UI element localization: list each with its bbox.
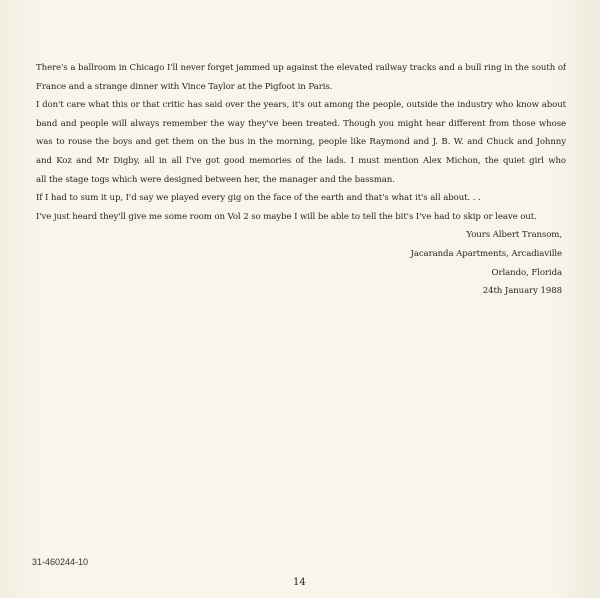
text-line: I don't care what this or that critic has said over the years, it's out among the people, outside the industry who know about [36, 100, 566, 111]
text-line: and Koz and Mr Digby, all in all I've got good memories of the lads. I must mention Alex Michon, the quiet girl who [36, 155, 566, 166]
catalog-number: 31-460244-10 [32, 557, 89, 567]
text-line: all the stage togs which were designed between her, the manager and the bassman. [36, 174, 395, 185]
letter-body [36, 59, 566, 301]
page-number: 14 [293, 577, 306, 588]
signature-city: Orlando, Florida [491, 267, 562, 278]
text-line: band and people will always remember the way they've been treated. Though you might hear different from those whose [36, 118, 566, 129]
signature-address: Jacaranda Apartments, Arcadiaville [410, 248, 562, 259]
text-line: was to rouse the boys and get them on the bus in the morning, people like Raymond and J. B. W. and Chuck and Johnny [36, 137, 566, 148]
text-line: I've just heard they'll give me some room on Vol 2 so maybe I will be able to tell the bit's I've had to skip or leave out. [36, 211, 537, 222]
signature-date: 24th January 1988 [482, 286, 562, 297]
text-line: If I had to sum it up, I'd say we played every gig on the face of the earth and that's what it's all about. . . [36, 193, 481, 204]
text-line: France and a strange dinner with Vince Taylor at the Pigfoot in Paris. [36, 81, 333, 92]
text-line: There's a ballroom in Chicago I'll never forget jammed up against the elevated railway tracks and a bull ring in the south of [36, 63, 566, 73]
signature-name: Yours Albert Transom, [466, 230, 562, 241]
